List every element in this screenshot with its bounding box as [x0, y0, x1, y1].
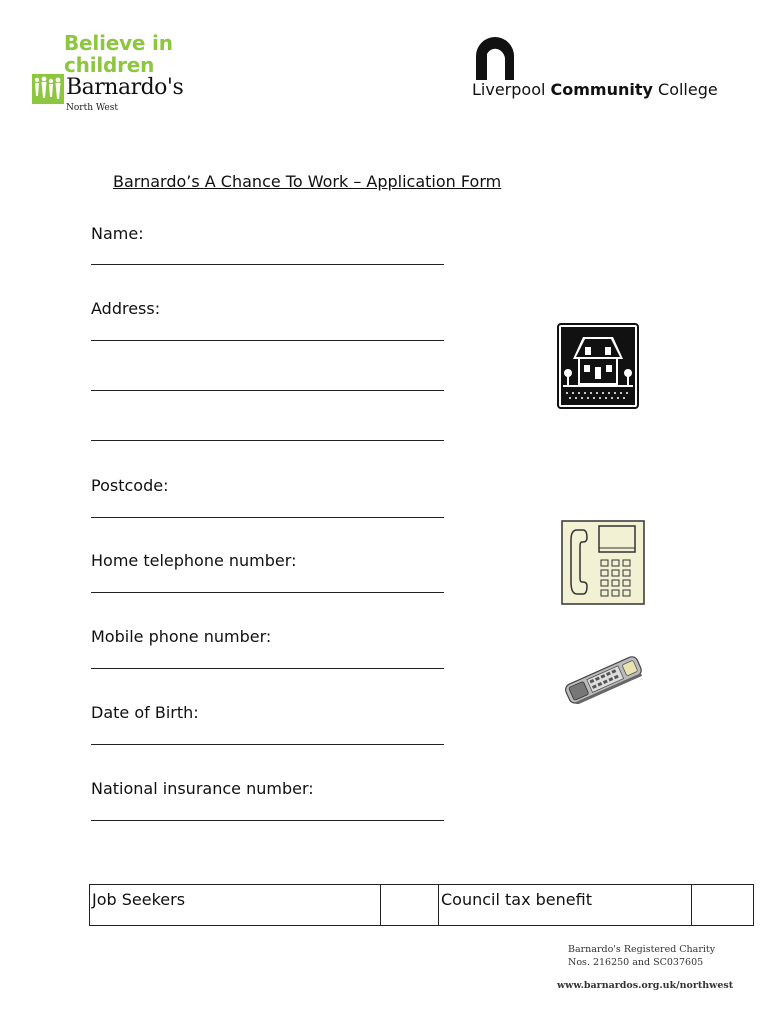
barnardos-region: North West — [66, 103, 118, 113]
name-line[interactable] — [91, 264, 444, 265]
barnardos-name: Barnardo's — [66, 75, 184, 100]
lcc-name-part1: Liverpool — [472, 80, 551, 99]
home-phone-line[interactable] — [91, 592, 444, 593]
charity-line1: Barnardo's Registered Charity — [568, 944, 716, 955]
job-seekers-checkbox[interactable] — [381, 885, 439, 926]
form-title: Barnardo’s A Chance To Work – Application Form — [113, 172, 502, 191]
lcc-name-part2: College — [652, 80, 718, 99]
lcc-name-bold: Community — [550, 80, 653, 99]
ni-number-label: National insurance number: — [91, 779, 314, 798]
barnardos-figures-icon — [32, 74, 64, 104]
lcc-arch-icon — [472, 36, 518, 80]
dob-label: Date of Birth: — [91, 703, 199, 722]
barnardos-logo — [32, 32, 192, 117]
council-tax-checkbox[interactable] — [692, 885, 754, 926]
lcc-name — [472, 80, 718, 99]
charity-info — [568, 943, 715, 969]
address-line-2[interactable] — [91, 390, 444, 391]
barnardos-tagline — [64, 32, 173, 76]
home-phone-label: Home telephone number: — [91, 551, 297, 570]
mobile-phone-line[interactable] — [91, 668, 444, 669]
house-icon — [557, 323, 639, 409]
address-line-1[interactable] — [91, 340, 444, 341]
council-tax-label: Council tax benefit — [439, 885, 692, 926]
address-label: Address: — [91, 299, 161, 318]
job-seekers-label: Job Seekers — [90, 885, 381, 926]
tagline-line1: Believe in — [64, 31, 173, 55]
table-row — [90, 885, 754, 926]
charity-line2: Nos. 216250 and SC037605 — [568, 957, 704, 968]
address-line-3[interactable] — [91, 440, 444, 441]
benefits-table — [89, 884, 754, 926]
postcode-line[interactable] — [91, 517, 444, 518]
dob-line[interactable] — [91, 744, 444, 745]
mobile-phone-label: Mobile phone number: — [91, 627, 272, 646]
mobile-phone-icon — [558, 654, 648, 704]
tagline-line2: children — [64, 53, 155, 77]
lcc-logo — [472, 36, 718, 106]
name-label: Name: — [91, 224, 144, 243]
ni-number-line[interactable] — [91, 820, 444, 821]
website-link[interactable]: www.barnardos.org.uk/northwest — [557, 980, 734, 991]
desk-phone-icon — [561, 520, 645, 605]
postcode-label: Postcode: — [91, 476, 169, 495]
